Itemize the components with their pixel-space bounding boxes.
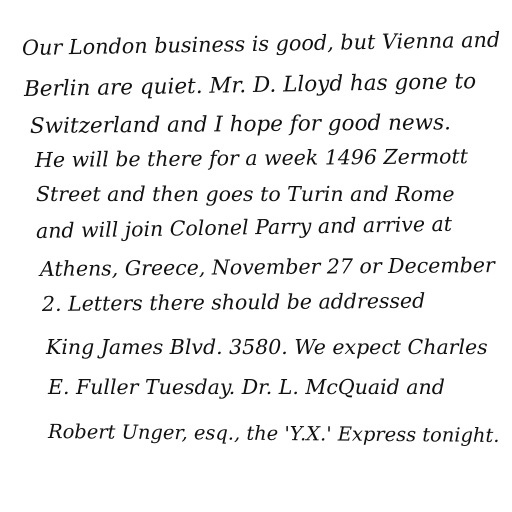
text-line-3: Switzerland and I hope for good news. [29, 110, 452, 139]
text-line-8: 2. Letters there should be addressed [41, 288, 426, 316]
text-line-10: E. Fuller Tuesday. Dr. L. McQuaid and [48, 375, 445, 399]
text-line-9: King James Blvd. 3580. We expect Charles [46, 335, 488, 359]
text-line-7: Athens, Greece, November 27 or December [39, 253, 495, 281]
text-line-5: Street and then goes to Turin and Rome [36, 182, 455, 206]
text-line-6: and will join Colonel Parry and arrive at [35, 211, 453, 243]
text-line-2: Berlin are quiet. Mr. D. Lloyd has gone to [23, 69, 477, 102]
text-line-11: Robert Unger, esq., the 'Y.X.' Express tonight. [47, 420, 500, 447]
text-line-4: He will be there for a week 1496 Zermott [34, 144, 468, 172]
text-line-1: Our London business is good, but Vienna and [21, 27, 501, 60]
